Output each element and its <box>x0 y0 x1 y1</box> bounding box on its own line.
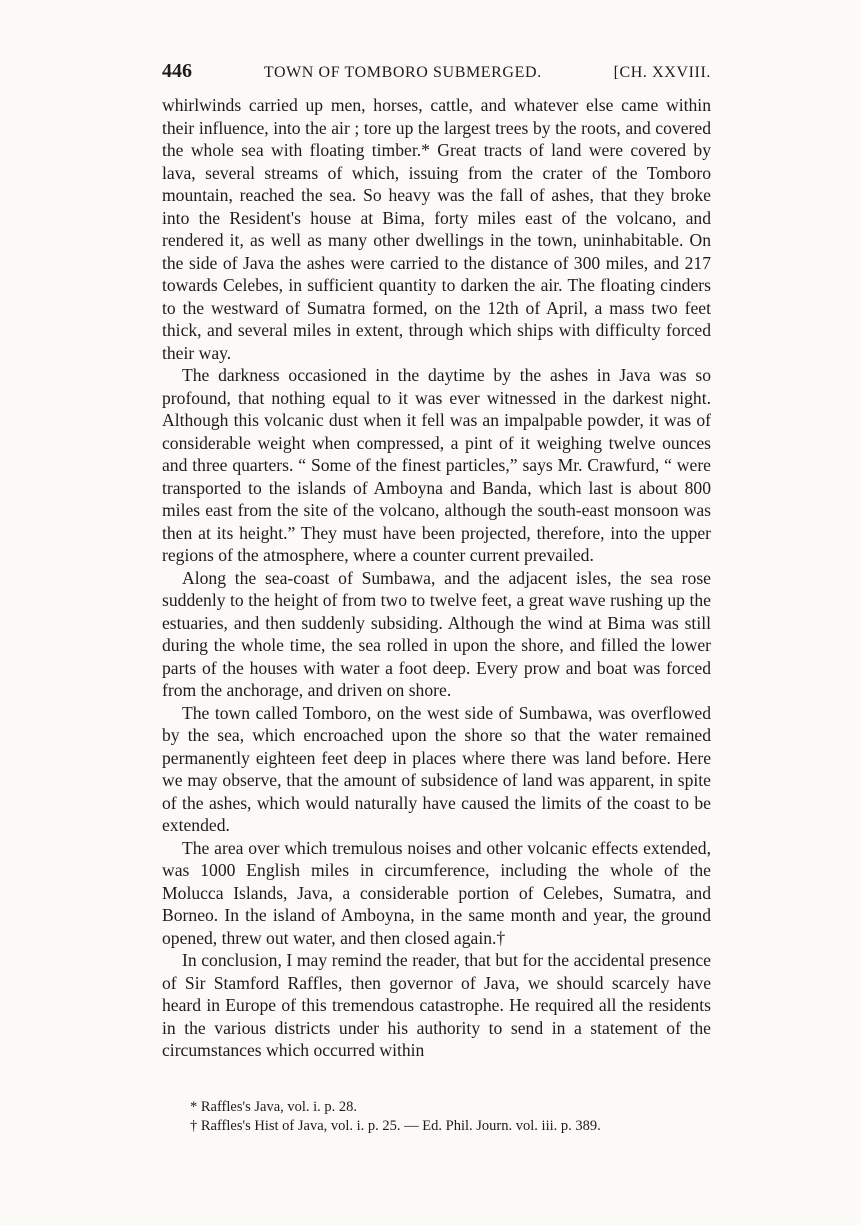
page-body <box>162 94 711 1062</box>
footnote: † Raffles's Hist of Java, vol. i. p. 25. — Ed. Phil. Journ. vol. iii. p. 389. <box>190 1118 601 1134</box>
paragraph: The darkness occasioned in the daytime by the ashes in Java was so profound, that nothing equal to it was ever witnessed in the darkest night. Although this volcanic dust when it fell was an impalpable powder, it was of considerable weight when compressed, a pint of it weighing twelve ounces and three quarters. “ Some of the finest particles,” says Mr. Crawfurd, “ were transported to the islands of Amboyna and Banda, which last is about 800 miles east from the site of the volcano, although the south-east monsoon was then at its height.” They must have been projected, therefore, into the upper regions of the atmosphere, where a counter current prevailed. <box>162 365 711 565</box>
footnote: * Raffles's Java, vol. i. p. 28. <box>190 1099 358 1115</box>
paragraph: The town called Tomboro, on the west side of Sumbawa, was overflowed by the sea, which encroached upon the shore so that the water remained permanently eighteen feet deep in places where there was land before. Here we may observe, that the amount of subsidence of land was apparent, in spite of the ashes, which would naturally have caused the limits of the coast to be extended. <box>162 702 711 835</box>
paragraph: whirlwinds carried up men, horses, cattle, and whatever else came within their influence, into the air ; tore up the largest trees by the roots, and covered the whole sea with floating timber.* Great tracts of land were covered by lava, several streams of which, issuing from the crater of the Tomboro mountain, reached the sea. So heavy was the fall of ashes, that they broke into the Resident's house at Bima, forty miles east of the volcano, and rendered it, as well as many other dwellings in the town, uninhabitable. On the side of Java the ashes were carried to the distance of 300 miles, and 217 towards Celebes, in sufficient quantity to darken the air. The floating cinders to the westward of Sumatra formed, on the 12th of April, a mass two feet thick, and several miles in extent, through which ships with difficulty forced their way. <box>162 95 711 363</box>
running-header <box>162 60 711 90</box>
running-title: TOWN OF TOMBORO SUBMERGED. <box>263 64 542 81</box>
paragraph: Along the sea-coast of Sumbawa, and the adjacent isles, the sea rose suddenly to the height of from two to twelve feet, a great wave rushing up the estuaries, and then suddenly subsiding. Although the wind at Bima was still during the whole time, the sea rolled in upon the shore, and filled the lower parts of the houses with water a foot deep. Every prow and boat was forced from the anchorage, and driven on shore. <box>162 567 711 700</box>
paragraph: The area over which tremulous noises and other volcanic effects extended, was 1000 English miles in circumference, including the whole of the Molucca Islands, Java, a considerable portion of Celebes, Sumatra, and Borneo. In the island of Amboyna, in the same month and year, the ground opened, threw out water, and then closed again.† <box>162 837 711 948</box>
page-number: 446 <box>162 60 192 82</box>
paragraph: In conclusion, I may remind the reader, that but for the accidental presence of Sir Stamford Raffles, then governor of Java, we should scarcely have heard in Europe of this tremendous catastrophe. He required all the residents in the various districts under his authority to send in a statement of the circumstances which occurred within <box>162 950 711 1060</box>
chapter-label: [CH. XXVIII. <box>613 64 711 81</box>
footnotes <box>190 1098 750 1136</box>
